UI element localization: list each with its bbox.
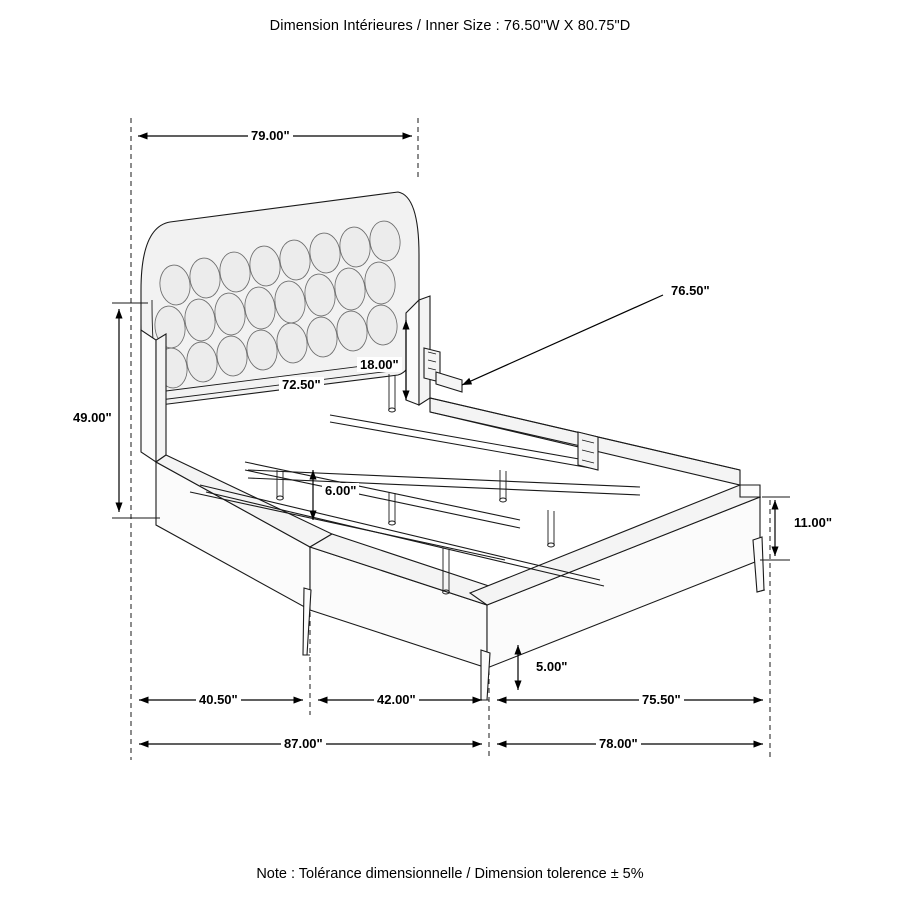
dim-inner-width-callout: 76.50" (668, 283, 713, 298)
dim-overall-depth: 78.00" (596, 736, 641, 751)
page-title: Dimension Intérieures / Inner Size : 76.50"W X 80.75"D (269, 18, 631, 34)
dim-headboard-panel-width: 72.50" (279, 377, 324, 392)
dim-front-left-span: 40.50" (196, 692, 241, 707)
dim-leg-height: 5.00" (533, 659, 570, 674)
dim-slat-clearance: 6.00" (322, 483, 359, 498)
dim-deck-height: 11.00" (791, 515, 835, 530)
dim-headboard-width: 79.00" (248, 128, 293, 143)
tolerance-note: Note : Tolérance dimensionnelle / Dimension tolerence ± 5% (256, 866, 644, 882)
dim-front-right-span: 42.00" (374, 692, 419, 707)
dim-overall-height: 49.00" (70, 410, 115, 425)
dim-overall-width: 87.00" (281, 736, 326, 751)
dim-headboard-clearance: 18.00" (357, 357, 402, 372)
dim-side-depth-span: 75.50" (639, 692, 684, 707)
